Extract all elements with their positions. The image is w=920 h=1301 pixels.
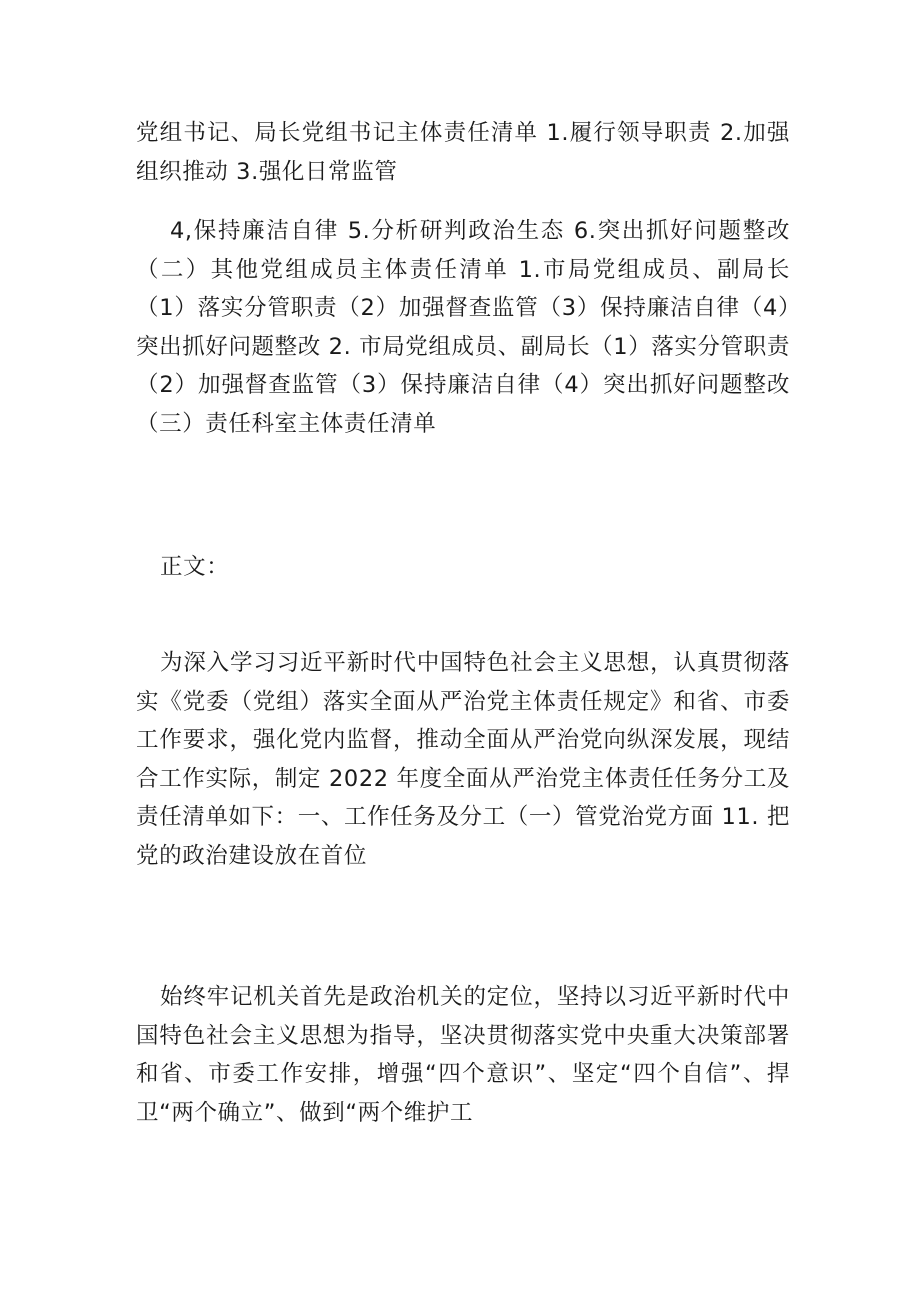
paragraph-responsibility-list-members: 4,保持廉洁自律 5.分析研判政治生态 6.突出抓好问题整改（二）其他党组成员主体责任清单 1.市局党组成员、副局长（1）落实分管职责（2）加强督查监管（3）保持廉洁自律（4）突出抓好问题整改 2. 市局党组成员、副局长（1）落实分管职责（2）加强督查监管（3）保持廉洁自律（4）突出抓好问题整改（三）责任科室主体责任清单 (136, 218, 790, 437)
paragraph-body-heading: 正文： (160, 554, 230, 580)
paragraph-introduction: 为深入学习习近平新时代中国特色社会主义思想，认真贯彻落实《党委（党组）落实全面从严治党主体责任规定》和省、市委工作要求，强化党内监督，推动全面从严治党向纵深发展，现结合工作实际，制定 2022 年度全面从严治党主体责任任务分工及责任清单如下：一、工作任务及分工（一）管党治党方面 11. 把党的政治建设放在首位 (136, 650, 790, 869)
paragraph-political-building: 始终牢记机关首先是政治机关的定位，坚持以习近平新时代中国特色社会主义思想为指导，坚决贯彻落实党中央重大决策部署和省、市委工作安排，增强“四个意识”、坚定“四个自信”、捍卫“两个确立”、做到“两个维护工 (136, 984, 790, 1126)
paragraph-responsibility-list-secretary: 党组书记、局长党组书记主体责任清单 1.履行领导职责 2.加强组织推动 3.强化日常监管 (136, 120, 790, 185)
